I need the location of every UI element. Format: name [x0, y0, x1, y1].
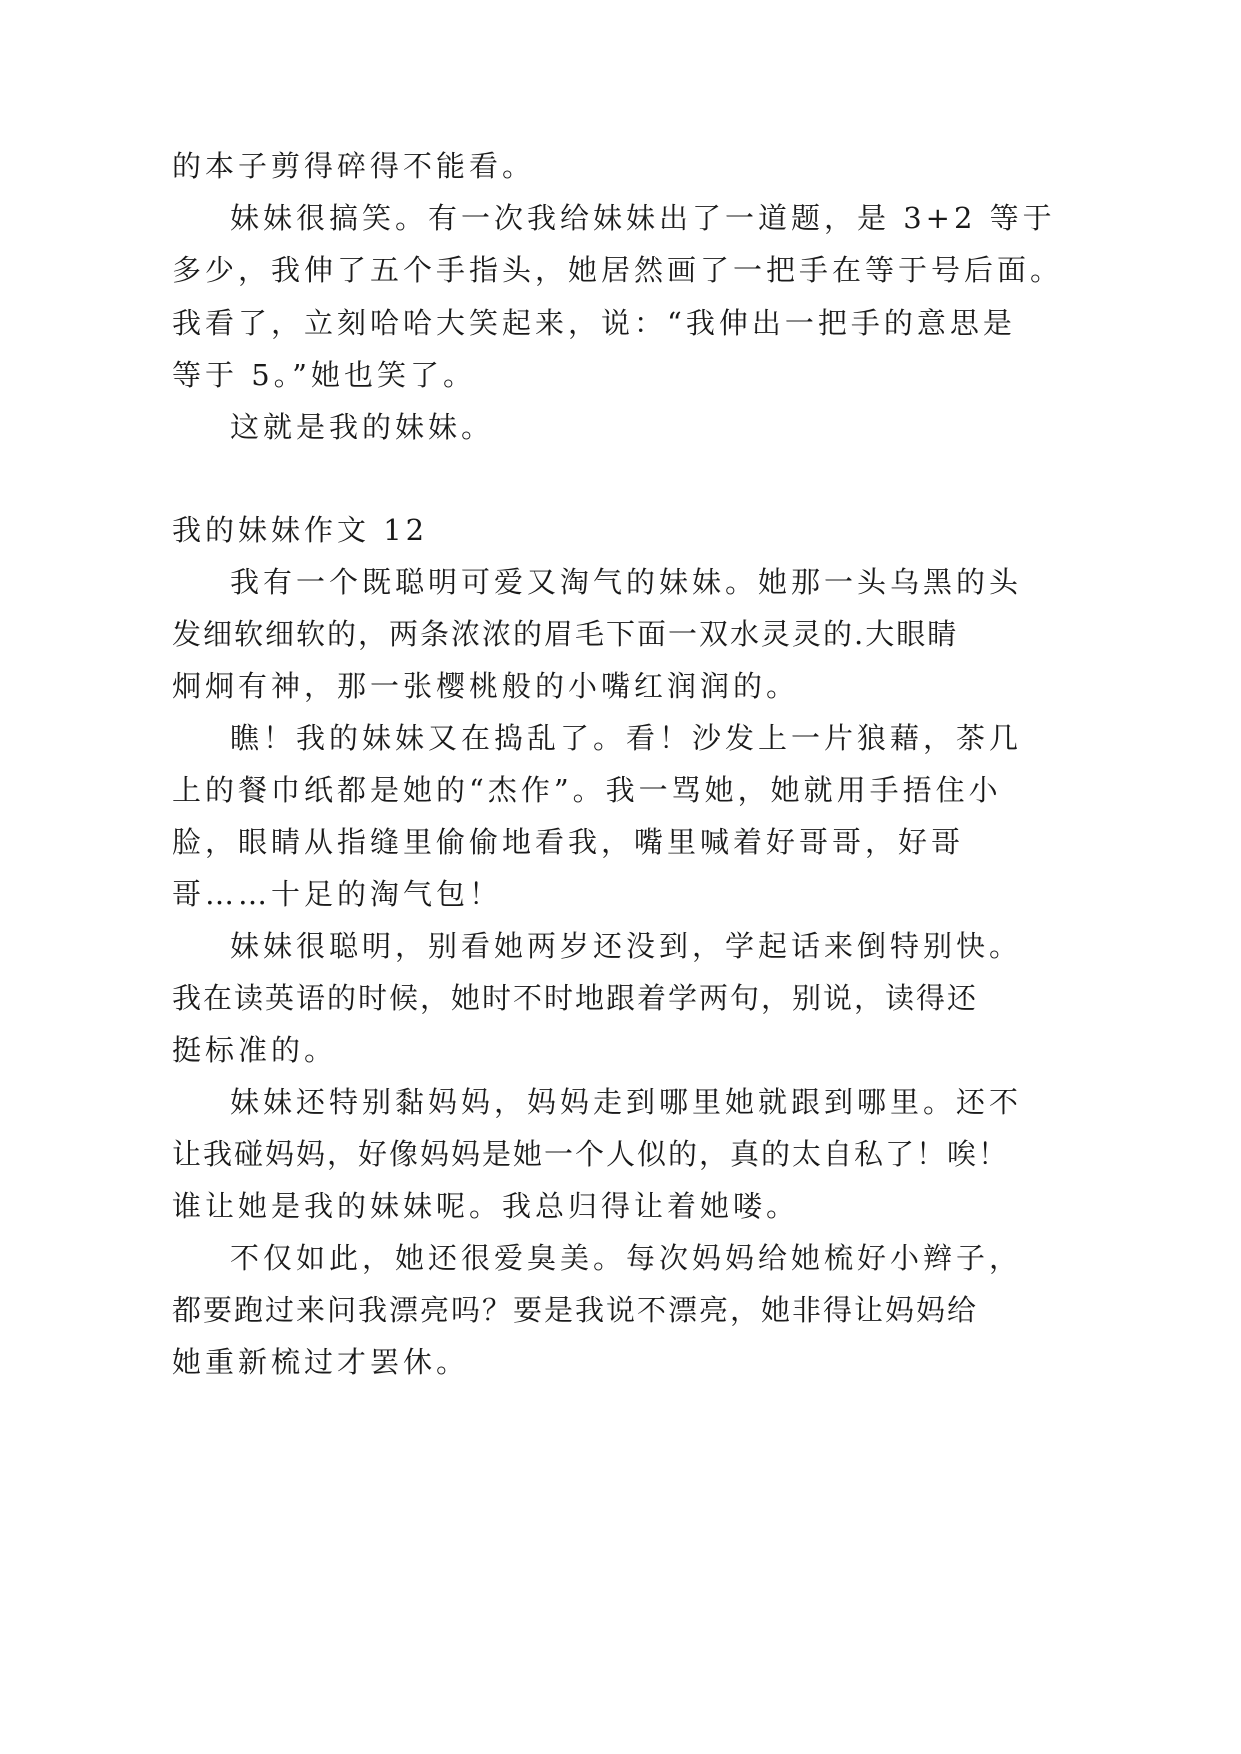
- text-line: 我在读英语的时候，她时不时地跟着学两句，别说，读得还: [172, 981, 979, 1015]
- text-line: 多少，我伸了五个手指头，她居然画了一把手在等于号后面。: [172, 253, 1064, 287]
- section-title: 我的妹妹作文 12: [172, 513, 429, 547]
- text-line: 我看了，立刻哈哈大笑起来，说：“我伸出一把手的意思是: [172, 306, 1016, 340]
- text-line: 炯炯有神，那一张樱桃般的小嘴红润润的。: [172, 669, 800, 703]
- text-line: 的本子剪得碎得不能看。: [172, 149, 536, 183]
- paragraph-line: 妹妹很聪明，别看她两岁还没到，学起话来倒特别快。: [230, 929, 1023, 963]
- text-line: 发细软细软的，两条浓浓的眉毛下面一双水灵灵的.大眼睛: [172, 617, 959, 651]
- paragraph-line: 妹妹还特别黏妈妈，妈妈走到哪里她就跟到哪里。还不: [230, 1085, 1023, 1119]
- text-line: 都要跑过来问我漂亮吗？要是我说不漂亮，她非得让妈妈给: [172, 1293, 979, 1327]
- text-line: 让我碰妈妈，好像妈妈是她一个人似的，真的太自私了！唉！: [172, 1137, 1010, 1171]
- text-line: 哥……十足的淘气包！: [172, 877, 503, 911]
- paragraph-line: 这就是我的妹妹。: [230, 410, 495, 444]
- text-line: 脸，眼睛从指缝里偷偷地看我，嘴里喊着好哥哥，好哥: [172, 825, 965, 859]
- text-line: 上的餐巾纸都是她的“杰作”。我一骂她，她就用手捂住小: [172, 773, 1002, 807]
- paragraph-line: 不仅如此，她还很爱臭美。每次妈妈给她梳好小辫子，: [230, 1241, 1023, 1275]
- paragraph-line: 我有一个既聪明可爱又淘气的妹妹。她那一头乌黑的头: [230, 565, 1023, 599]
- text-line: 等于 5。”她也笑了。: [172, 358, 476, 392]
- text-line: 挺标准的。: [172, 1033, 338, 1067]
- text-line: 她重新梳过才罢休。: [172, 1345, 470, 1379]
- paragraph-line: 瞧！我的妹妹又在捣乱了。看！沙发上一片狼藉，茶几: [230, 721, 1023, 755]
- text-line: 谁让她是我的妹妹呢。我总归得让着她喽。: [172, 1189, 800, 1223]
- paragraph-line: 妹妹很搞笑。有一次我给妹妹出了一道题，是 3+2 等于: [230, 201, 1056, 235]
